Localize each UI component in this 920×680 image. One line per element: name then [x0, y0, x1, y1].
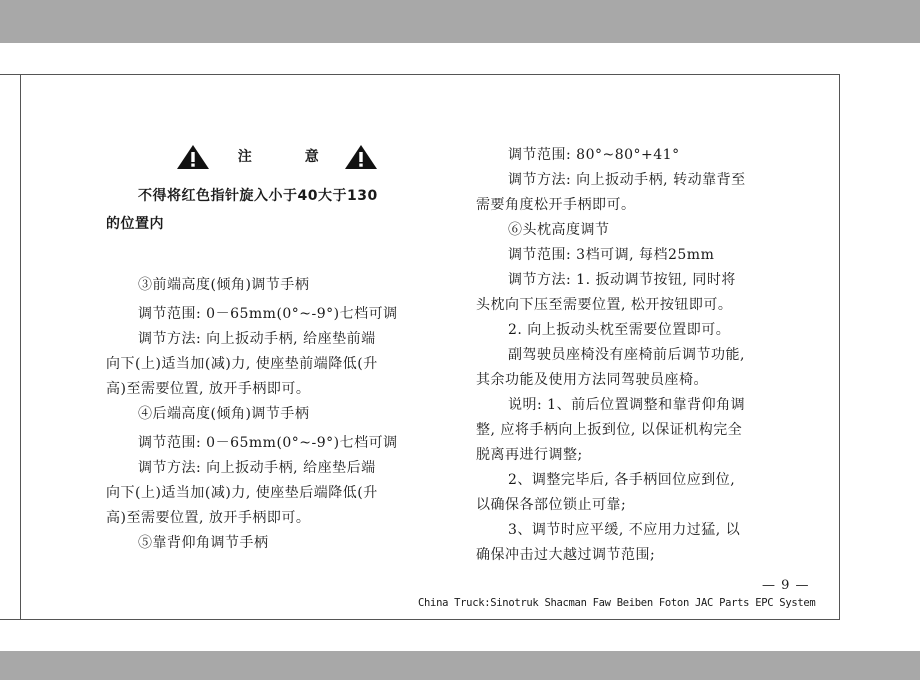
bottom-viewer-bar — [0, 651, 920, 680]
right-line: 2、调整完毕后, 各手柄回位应到位, — [508, 472, 736, 488]
left-line: 调节方法: 向上扳动手柄, 给座垫后端 — [138, 460, 376, 476]
right-line: 以确保各部位锁止可靠; — [476, 497, 627, 513]
right-line: 头枕向下压至需要位置, 松开按钮即可。 — [476, 297, 733, 313]
right-line: 2. 向上扳动头枕至需要位置即可。 — [508, 322, 731, 338]
spacer — [106, 237, 418, 269]
notice-text-line-1: 不得将红色指针旋入小于40大于130 — [138, 188, 378, 204]
right-line: 调节范围: 80°~80°+41° — [508, 147, 680, 163]
warning-triangle-icon — [344, 144, 378, 170]
right-line: 确保冲击过大越过调节范围; — [476, 547, 656, 563]
left-line: 调节范围: 0－65mm(0°~-9°)七档可调 — [138, 435, 398, 451]
right-line: 整, 应将手柄向上扳到位, 以保证机构完全 — [476, 422, 743, 438]
left-column — [106, 142, 418, 556]
notice-heading — [172, 142, 382, 172]
notice-word-1: 注 — [237, 148, 253, 165]
right-line: 调节方法: 向上扳动手柄, 转动靠背至 — [508, 172, 746, 188]
page-number: — 9 — — [762, 578, 810, 593]
left-line: ⑤靠背仰角调节手柄 — [138, 535, 269, 551]
notice-text-line-2: 的位置内 — [106, 216, 164, 232]
left-line: 向下(上)适当加(减)力, 使座垫后端降低(升 — [106, 485, 378, 501]
left-line: ④后端高度(倾角)调节手柄 — [138, 406, 310, 422]
warning-triangle-icon — [176, 144, 210, 170]
right-line: 需要角度松开手柄即可。 — [476, 197, 636, 213]
right-line: 副驾驶员座椅没有座椅前后调节功能, — [508, 347, 745, 363]
left-line: 调节范围: 0－65mm(0°~-9°)七档可调 — [138, 306, 398, 322]
right-line: 调节范围: 3档可调, 每档25mm — [508, 247, 715, 263]
left-line: 高)至需要位置, 放开手柄即可。 — [106, 510, 311, 526]
right-column — [476, 143, 788, 568]
right-line: 其余功能及使用方法同驾驶员座椅。 — [476, 372, 708, 388]
right-line: 调节方法: 1. 扳动调节按钮, 同时将 — [508, 272, 736, 288]
right-line: 脱离再进行调整; — [476, 447, 583, 463]
right-line: ⑥头枕高度调节 — [508, 222, 610, 238]
top-viewer-bar — [0, 0, 920, 43]
left-line: 调节方法: 向上扳动手柄, 给座垫前端 — [138, 331, 376, 347]
footer-credit: China Truck:Sinotruk Shacman Faw Beiben Foton JAC Parts EPC System — [418, 597, 816, 609]
right-line: 说明: 1、前后位置调整和靠背仰角调 — [508, 397, 746, 413]
notice-word-2: 意 — [304, 148, 320, 165]
left-line: ③前端高度(倾角)调节手柄 — [138, 277, 310, 293]
right-line: 3、调节时应平缓, 不应用力过猛, 以 — [508, 522, 741, 538]
page-left-rule — [20, 75, 21, 620]
left-line: 向下(上)适当加(减)力, 使座垫前端降低(升 — [106, 356, 378, 372]
left-line: 高)至需要位置, 放开手柄即可。 — [106, 381, 311, 397]
